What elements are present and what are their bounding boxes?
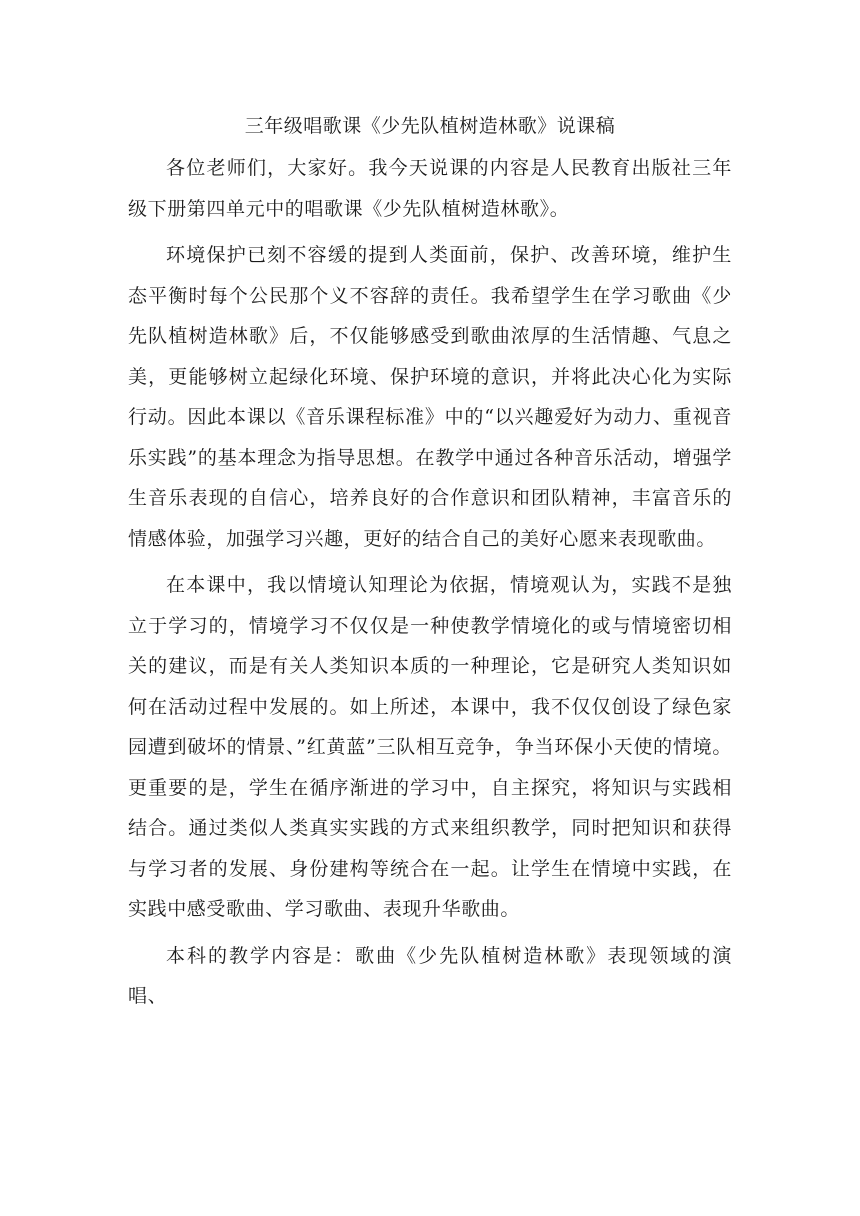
- page-title: 三年级唱歌课《少先队植树造林歌》说课稿: [244, 115, 616, 137]
- paragraph-content: 本科的教学内容是：歌曲《少先队植树造林歌》表现领域的演唱、: [128, 944, 732, 1007]
- paragraph-intro: 各位老师们，大家好。我今天说课的内容是人民教育出版社三年级下册第四单元中的唱歌课《少先队植树造林歌》。: [128, 157, 732, 220]
- paragraph-environment: 环境保护已刻不容缓的提到人类面前，保护、改善环境，维护生态平衡时每个公民那个义不容辞的责任。我希望学生在学习歌曲《少先队植树造林歌》后，不仅能够感受到歌曲浓厚的生活情趣、气息之美，更能够树立起绿化环境、保护环境的意识，并将此决心化为实际行动。因此本课以《音乐课程标准》中的“以兴趣爱好为动力、重视音乐实践”的基本理念为指导思想。在教学中通过各种音乐活动，增强学生音乐表现的自信心，培养良好的合作意识和团队精神，丰富音乐的情感体验，加强学习兴趣，更好的结合自己的美好心愿来表现歌曲。: [128, 244, 732, 550]
- document-body: [128, 104, 732, 1017]
- paragraph-theory: 在本课中，我以情境认知理论为依据，情境观认为，实践不是独立于学习的，情境学习不仅仅是一种使教学情境化的或与情境密切相关的建议，而是有关人类知识本质的一种理论，它是研究人类知识如何在活动过程中发展的。如上所述，本课中，我不仅仅创设了绿色家园遭到破坏的情景、”红黄蓝”三队相互竞争，争当环保小天使的情境。更重要的是，学生在循序渐进的学习中，自主探究，将知识与实践相结合。通过类似人类真实实践的方式来组织教学，同时把知识和获得与学习者的发展、身份建构等统合在一起。让学生在情境中实践，在实践中感受歌曲、学习歌曲、表现升华歌曲。: [128, 574, 732, 920]
